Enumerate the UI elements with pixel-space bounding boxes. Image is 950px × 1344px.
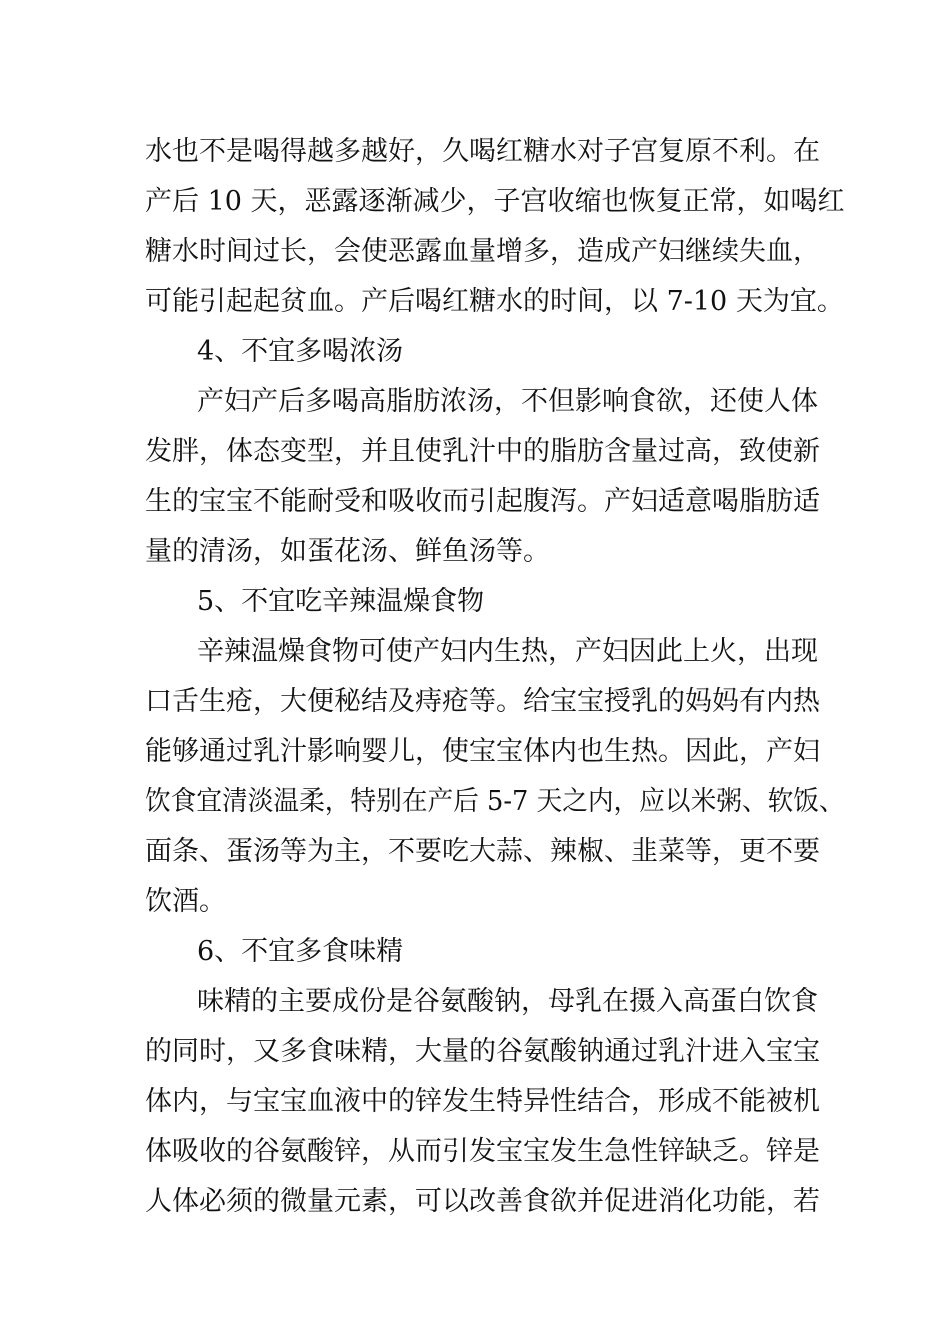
text-line: 人体必须的微量元素，可以改善食欲并促进消化功能，若	[145, 1186, 820, 1217]
paragraph-first-line: 味精的主要成份是谷氨酸钠，母乳在摄入高蛋白饮食	[197, 986, 818, 1017]
text-line: 产后 10 天，恶露逐渐减少，子宫收缩也恢复正常，如喝红	[145, 186, 845, 217]
section-heading: 4、不宜多喝浓汤	[197, 336, 404, 367]
text-line: 体吸收的谷氨酸锌，从而引发宝宝发生急性锌缺乏。锌是	[145, 1136, 820, 1167]
section-heading: 6、不宜多食味精	[197, 936, 404, 967]
text-line: 口舌生疮，大便秘结及痔疮等。给宝宝授乳的妈妈有内热	[145, 686, 820, 717]
text-line: 的同时，又多食味精，大量的谷氨酸钠通过乳汁进入宝宝	[145, 1036, 820, 1067]
text-line: 量的清汤，如蛋花汤、鲜鱼汤等。	[145, 536, 550, 567]
text-line: 饮酒。	[145, 886, 226, 917]
text-line: 生的宝宝不能耐受和吸收而引起腹泻。产妇适意喝脂肪适	[145, 486, 820, 517]
text-line: 饮食宜清淡温柔，特别在产后 5-7 天之内，应以米粥、软饭、	[145, 786, 845, 817]
paragraph-first-line: 产妇产后多喝高脂肪浓汤，不但影响食欲，还使人体	[197, 386, 818, 417]
text-line: 体内，与宝宝血液中的锌发生特异性结合，形成不能被机	[145, 1086, 820, 1117]
section-heading: 5、不宜吃辛辣温燥食物	[197, 586, 485, 617]
text-line: 可能引起起贫血。产后喝红糖水的时间，以 7-10 天为宜。	[145, 286, 844, 317]
text-line: 发胖，体态变型，并且使乳汁中的脂肪含量过高，致使新	[145, 436, 820, 467]
paragraph-first-line: 辛辣温燥食物可使产妇内生热，产妇因此上火，出现	[197, 636, 818, 667]
text-line: 水也不是喝得越多越好，久喝红糖水对子宫复原不利。在	[145, 136, 820, 167]
text-line: 能够通过乳汁影响婴儿，使宝宝体内也生热。因此，产妇	[145, 736, 820, 767]
text-line: 面条、蛋汤等为主，不要吃大蒜、辣椒、韭菜等，更不要	[145, 836, 820, 867]
text-line: 糖水时间过长，会使恶露血量增多，造成产妇继续失血，	[145, 236, 820, 267]
